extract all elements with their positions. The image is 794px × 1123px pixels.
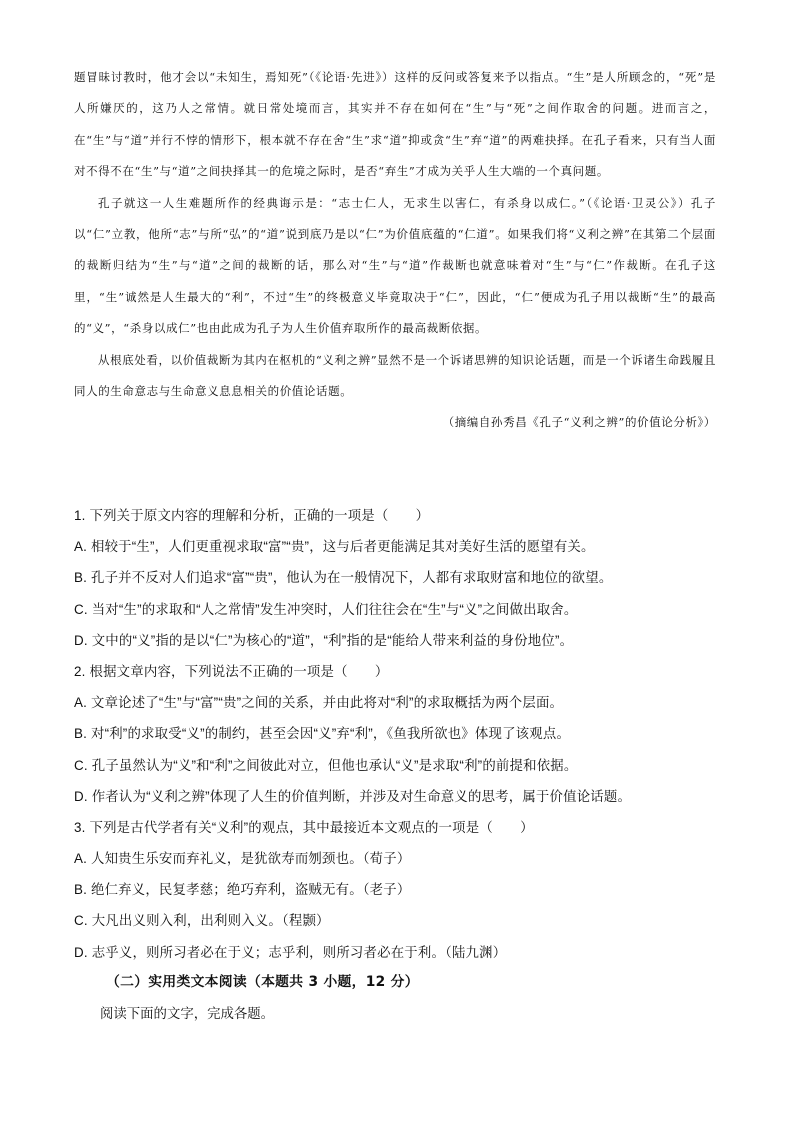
question-2-option-d: D. 作者认为“义利之辨”体现了人生的价值判断，并涉及对生命意义的思考，属于价值论话题。 [74, 788, 632, 804]
question-2-option-a: A. 文章论述了“生”与“富”“贵”之间的关系，并由此将对“利”的求取概括为两个层面。 [74, 695, 564, 711]
question-1-option-a: A. 相较于“生”，人们更重视求取“富”“贵”，这与后者更能满足其对美好生活的愿望有关。 [74, 539, 595, 555]
passage-paragraph-3: 从根底处看，以价值裁断为其内在枢机的“义利之辨”显然不是一个诉诸思辨的知识论话题，而是一个诉诸生命践履且同人的生命意志与生命意义息息相关的价值论话题。 [74, 352, 716, 399]
question-2-option-b: B. 对“利”的求取受“义”的制约，甚至会因“义”弃“利”，《鱼我所欲也》体现了该观点。 [74, 726, 571, 742]
reading-passage [74, 62, 716, 439]
question-3-option-d: D. 志乎义，则所习者必在于义；志乎利，则所习者必在于利。（陆九渊） [74, 944, 507, 960]
section-instruction: 阅读下面的文字，完成各题。 [100, 1006, 275, 1021]
question-1-option-c: C. 当对“生”的求取和“人之常情”发生冲突时，人们往往会在“生”与“义”之间做出取舍。 [74, 601, 578, 617]
section-heading: （二）实用类文本阅读（本题共 3 小题，12 分） [106, 974, 419, 990]
question-1-option-d: D. 文中的“义”指的是以“仁”为核心的“道”，“利”指的是“能给人带来利益的身份地位”。 [74, 632, 574, 648]
question-3-option-b: B. 绝仁弃义，民复孝慈；绝巧弃利，盗贼无有。（老子） [74, 882, 411, 898]
question-3-option-a: A. 人知贵生乐安而弃礼义，是犹欲寿而刎颈也。（荀子） [74, 851, 411, 867]
question-2-stem: 2. 根据文章内容，下列说法不正确的一项是（ ） [74, 663, 389, 679]
question-1-option-b: B. 孔子并不反对人们追求“富”“贵”，他认为在一般情况下，人都有求取财富和地位的欲望。 [74, 570, 613, 586]
passage-paragraph-1: 题冒昧讨教时，他才会以“未知生，焉知死”（《论语·先进》）这样的反问或答复来予以指点。“生”是人所顾念的，“死”是人所嫌厌的，这乃人之常情。就日常处境而言，其实并不存在如何在“生”与“死”之间作取舍的问题。进而言之，在“生”与“道”并行不悖的情形下，根本就不存在舍“生”求“道”抑或贪“生”弃“道”的两难抉择。在孔子看来，只有当人面对不得不在“生”与“道”之间抉择其一的危境之际时，是否“弃生”才成为关乎人生大端的一个真问题。 [74, 70, 716, 179]
question-1-stem: 1. 下列关于原文内容的理解和分析，正确的一项是（ ） [74, 508, 430, 523]
passage-source: （摘编自孙秀昌《孔子“义利之辨”的价值论分析》） [442, 415, 716, 430]
passage-paragraph-2: 孔子就这一人生难题所作的经典诲示是：“志士仁人，无求生以害仁，有杀身以成仁。”（《论语·卫灵公》）孔子以“仁”立教，他所“志”与所“弘”的“道”说到底乃是以“仁”为价值底蕴的“仁道”。如果我们将“义利之辨”在其第二个层面的裁断归结为“生”与“道”之间的裁断的话，那么对“生”与“道”作裁断也就意味着对“生”与“仁”作裁断。在孔子这里，“生”诚然是人生最大的“利”，不过“生”的终极意义毕竟取决于“仁”，因此，“仁”便成为孔子用以裁断“生”的最高的“义”，“杀身以成仁”也由此成为孔子为人生价值弃取所作的最高裁断依据。 [74, 195, 716, 336]
question-2-option-c: C. 孔子虽然认为“义”和“利”之间彼此对立，但他也承认“义”是求取“利”的前提和依据。 [74, 757, 578, 773]
question-3-option-c: C. 大凡出义则入利，出利则入义。（程颢） [74, 913, 330, 929]
question-list [74, 500, 724, 968]
question-3-stem: 3. 下列是古代学者有关“义利”的观点，其中最接近本文观点的一项是（ ） [74, 819, 534, 835]
